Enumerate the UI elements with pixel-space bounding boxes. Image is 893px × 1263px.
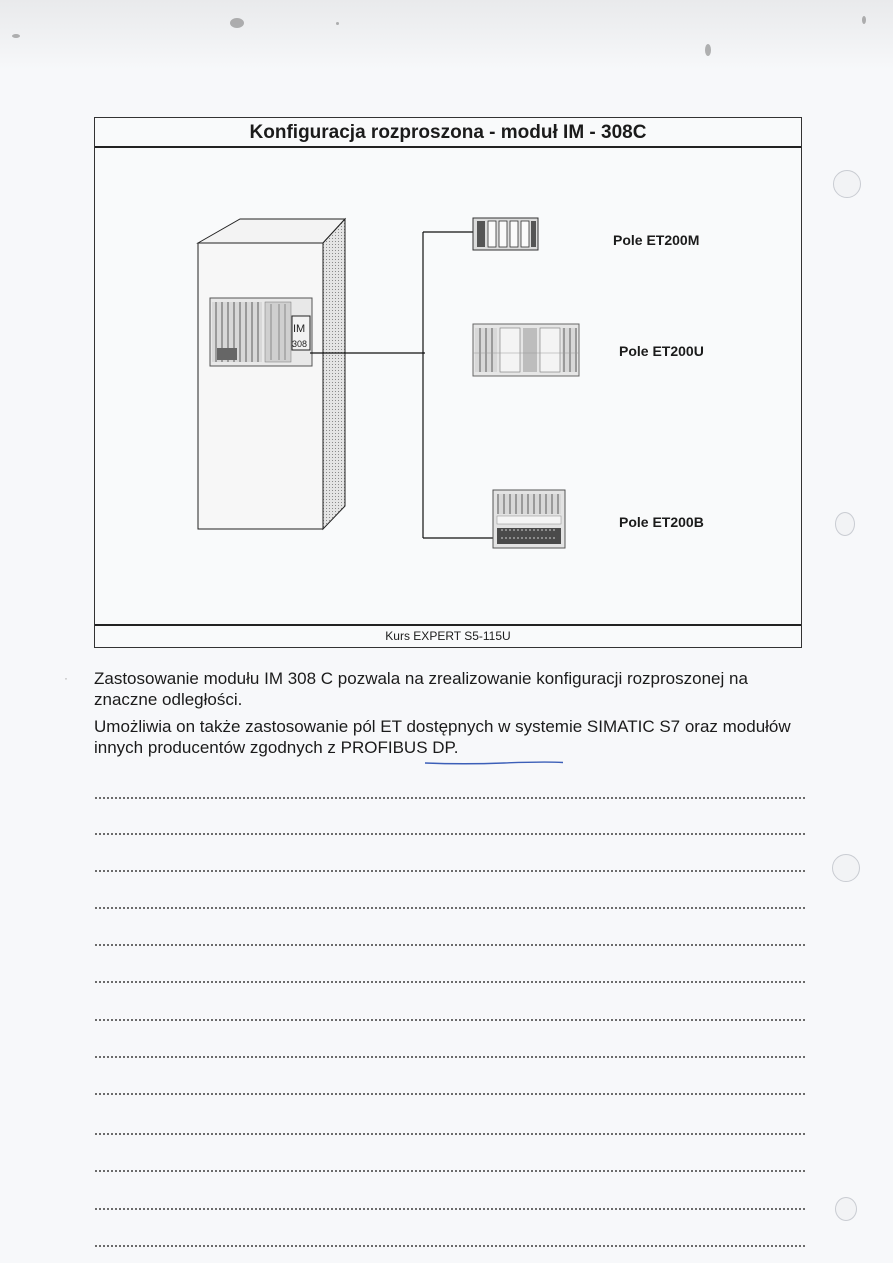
field-label-et200u: Pole ET200U bbox=[619, 343, 704, 359]
et200u-icon bbox=[473, 324, 579, 376]
im-module-number: 308 bbox=[292, 339, 308, 349]
cabinet-icon bbox=[198, 219, 345, 529]
punch-hole bbox=[835, 1197, 857, 1221]
slide-title: Konfiguracja rozproszona - moduł IM - 308C bbox=[95, 118, 801, 148]
et200m-icon bbox=[473, 218, 538, 250]
paragraph-1: Zastosowanie modułu IM 308 C pozwala na zrealizowanie konfiguracji rozproszonej na znaczne odległości. bbox=[94, 669, 748, 709]
notes-line bbox=[95, 1245, 805, 1247]
scan-speck bbox=[862, 16, 866, 24]
distributed-configuration-diagram bbox=[95, 118, 801, 647]
margin-dot: · bbox=[64, 671, 68, 685]
notes-line bbox=[95, 1133, 805, 1135]
field-label-et200b: Pole ET200B bbox=[619, 514, 704, 530]
scan-top-edge bbox=[0, 0, 893, 70]
slide-footer: Kurs EXPERT S5-115U bbox=[95, 624, 801, 647]
punch-hole bbox=[833, 170, 861, 198]
slide-frame bbox=[94, 117, 802, 648]
punch-hole bbox=[832, 854, 860, 882]
notes-line bbox=[95, 1170, 805, 1172]
scan-speck bbox=[230, 18, 244, 28]
im-module-label: IM bbox=[293, 323, 306, 335]
notes-line bbox=[95, 1056, 805, 1058]
notes-line bbox=[95, 907, 805, 909]
notes-line bbox=[95, 944, 805, 946]
paragraph-2: Umożliwia on także zastosowanie pól ET dostępnych w systemie SIMATIC S7 oraz modułów innych producentów zgodnych z PROFIBUS DP. bbox=[94, 717, 791, 757]
description-text bbox=[64, 668, 809, 764]
notes-line bbox=[95, 833, 805, 835]
handwritten-underline bbox=[424, 761, 564, 765]
field-label-et200m: Pole ET200M bbox=[613, 232, 700, 248]
notes-line bbox=[95, 1093, 805, 1095]
notes-line bbox=[95, 870, 805, 872]
scan-speck bbox=[12, 34, 20, 38]
notes-line bbox=[95, 797, 805, 799]
punch-hole bbox=[835, 512, 855, 536]
et200b-icon bbox=[493, 490, 565, 548]
notes-line bbox=[95, 1019, 805, 1021]
notes-line bbox=[95, 981, 805, 983]
scan-speck bbox=[705, 44, 711, 56]
notes-line bbox=[95, 1208, 805, 1210]
scan-speck bbox=[336, 22, 339, 25]
